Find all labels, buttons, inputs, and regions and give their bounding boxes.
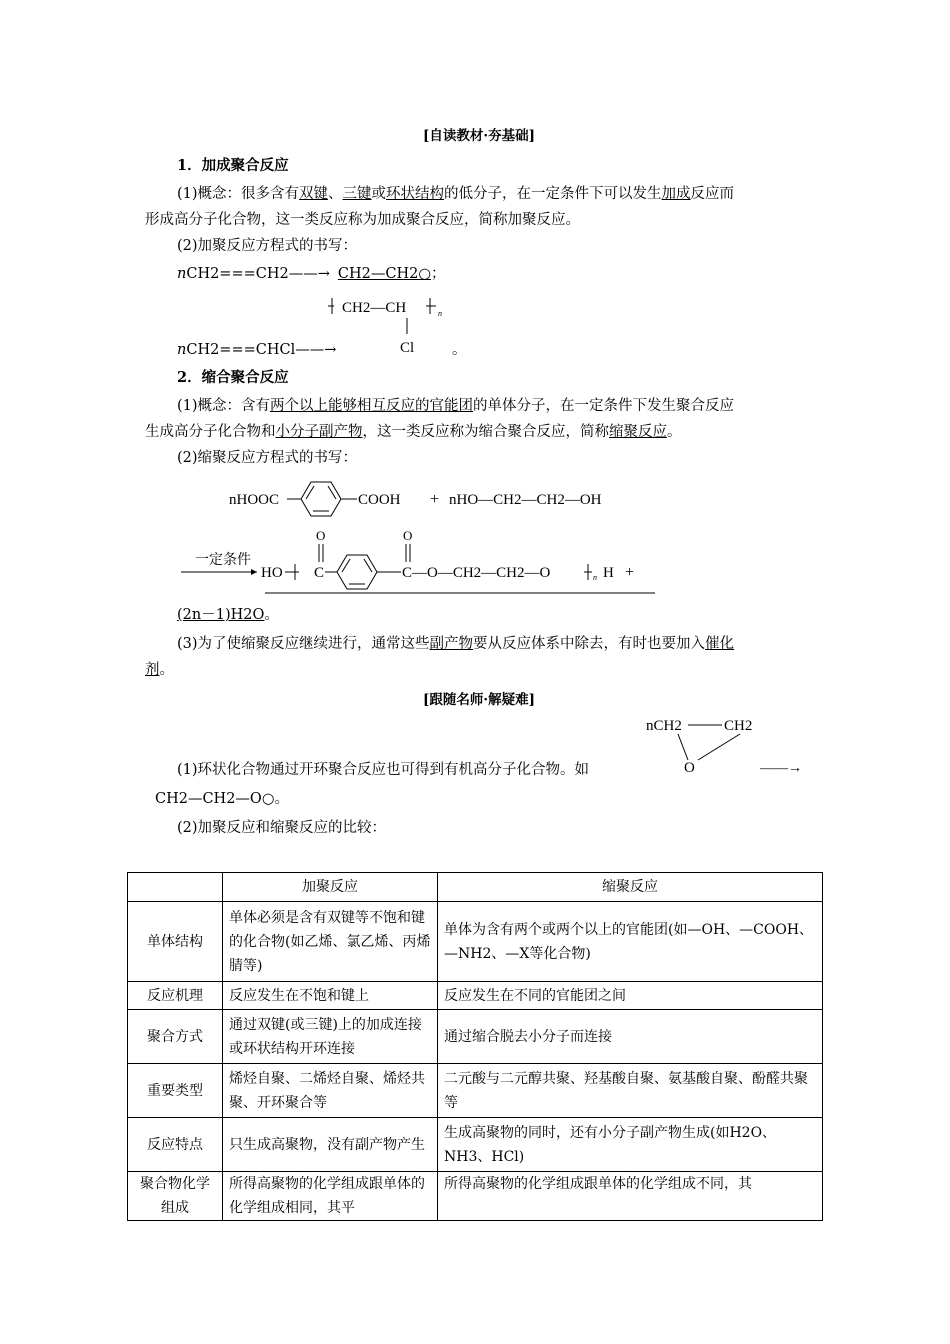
reaction-condition: 一定条件 [195,553,251,568]
polyester-scheme [175,478,665,598]
blank-answer: 三键 [342,186,372,202]
addition-eq-heading: (2)加聚反应方程式的书写： [177,238,358,254]
addition-concept-line1 [177,184,734,204]
condensation-cell: 反应发生在不同的官能团之间 [438,982,823,1010]
concept-text: 的单体分子，在一定条件下发生聚合反应 [473,398,735,414]
monomer-formula: CH2===CH2 [186,266,289,282]
reaction-arrow: ——→ [760,761,802,776]
addition-title: 1．加成聚合反应 [177,157,289,174]
concept-text: 或 [371,186,387,202]
product-carbon-1: C [314,565,325,581]
table-row [128,1172,823,1221]
addition-cell: 所得高聚物的化学组成跟单体的化学组成相同，其平 [223,1172,438,1221]
blank-answer: 剂 [145,662,160,678]
addition-cell: 单体必须是含有双键等不饱和键的化合物(如乙烯、氯乙烯、丙烯腈等) [223,902,438,982]
terephthalic-acid-left: nHOOC [229,492,280,508]
condensation-cell: 生成高聚物的同时，还有小分子副产物生成(如H2O、NH3、HCl) [438,1118,823,1172]
coefficient-n: n [177,342,187,358]
product-ho: HO [261,565,283,581]
condensation-title: 2．缩合聚合反应 [177,369,289,386]
product-ester-chain: C—O—CH2—CH2—O [402,565,551,581]
addition-cell: 通过双键(或三键)上的加成连接或环状结构开环连接 [223,1010,438,1064]
addition-cell: 烯烃自聚、二烯烃自聚、烯烃共聚、开环聚合等 [223,1064,438,1118]
punctuation: 。 [159,662,174,678]
carbonyl-oxygen-2: O [403,528,413,543]
condensation-cell: 所得高聚物的化学组成跟单体的化学组成不同，其 [438,1172,823,1221]
section-header-teacher: [跟随名师·解疑难] [423,692,535,708]
section-header-self-study: [自读教材·夯基础] [423,128,535,144]
terephthalic-acid-right: COOH [358,492,401,508]
blank-answer: 催化 [705,636,735,652]
pvc-equation-end: 。 [452,342,467,358]
row-label: 聚合方式 [128,1010,223,1064]
note-text: 要从反应体系中除去，有时也要加入 [473,636,706,652]
table-header-cell: 缩聚反应 [438,873,823,902]
blank-answer: 小分子副产物 [275,424,363,440]
punctuation: 。 [264,607,279,623]
pvc-subscript-n: n [438,309,442,318]
concept-text: 生成高分子化合物和 [145,424,276,440]
blank-answer: 双键 [299,186,329,202]
blank-answer: 副产物 [429,636,474,652]
carbonyl-oxygen-1: O [316,528,326,543]
row-label: 反应特点 [128,1118,223,1172]
row-label: 聚合物化学组成 [128,1172,223,1221]
comparison-table [127,872,823,1221]
condensation-cell: 单体为含有两个或两个以上的官能团(如—OH、—COOH、—NH2、—X等化合物) [438,902,823,982]
ring-opening-product: CH2—CH2—O○。 [155,791,289,807]
row-label: 反应机理 [128,982,223,1010]
row-label: 重要类型 [128,1064,223,1118]
condensation-cell: 二元酸与二元醇共聚、羟基酸自聚、氨基酸自聚、酚醛共聚等 [438,1064,823,1118]
blank-answer: 环状结构 [386,186,445,202]
addition-cell: 反应发生在不饱和键上 [223,982,438,1010]
table-row [128,982,823,1010]
ring-oxygen: O [684,760,695,776]
row-label: 单体结构 [128,902,223,982]
coefficient-n: n [177,266,187,282]
concept-text: (1)概念：很多含有 [177,186,300,202]
ring-left-carbon: nCH2 [646,718,682,734]
product-subscript-n: n [593,573,597,582]
concept-text: (1)概念：含有 [177,398,271,414]
pvc-structure [320,292,460,356]
addition-cell: 只生成高聚物，没有副产物产生 [223,1118,438,1172]
condensation-cell: 通过缩合脱去小分子而连接 [438,1010,823,1064]
concept-text: 的低分子，在一定条件下可以发生 [444,186,662,202]
condensation-note-line1 [177,634,734,654]
blank-answer: 两个以上能够相互反应的官能团 [270,398,474,414]
note-text: (3)为了使缩聚反应继续进行，通常这些 [177,636,430,652]
water-formula: (2n－1)H2O [177,607,265,623]
polymer-formula: CH2—CH2○ [337,266,431,282]
table-row [128,902,823,982]
table-header-cell [128,873,223,902]
concept-text: 、 [328,186,343,202]
plus-sign: + [625,564,635,581]
pvc-repeat-main: CH2—CH [342,300,407,316]
concept-text: 反应而 [690,186,735,202]
punctuation: 。 [667,424,682,440]
water-byproduct [177,605,279,625]
ring-opening-text: (1)环状化合物通过开环聚合反应也可得到有机高分子化合物。如 [177,762,590,778]
ethylene-glycol: nHO—CH2—CH2—OH [449,492,602,508]
reaction-arrow: ——→ [288,266,330,282]
concept-text: ，这一类反应称为缩合聚合反应，简称 [362,424,609,440]
condensation-eq-heading: (2)缩聚反应方程式的书写： [177,450,358,466]
comparison-heading: (2)加聚反应和缩聚反应的比较： [177,820,387,836]
monomer-formula: CH2===CHCl [186,342,296,358]
addition-concept-line2: 形成高分子化合物，这一类反应称为加成聚合反应，简称加聚反应。 [145,212,580,228]
ring-right-carbon: CH2 [724,718,753,734]
table-row [128,1064,823,1118]
blank-answer: 缩聚反应 [609,424,667,440]
reaction-arrow: ——→ [295,342,337,358]
condensation-concept-line2 [145,422,682,442]
ethylene-equation [177,264,445,284]
table-header-row [128,873,823,902]
table-row [128,1010,823,1064]
pvc-equation [177,340,336,360]
plus-sign: + [430,491,440,508]
table-header-cell: 加聚反应 [223,873,438,902]
product-h: H [603,565,614,581]
pvc-chlorine: Cl [400,340,415,356]
condensation-concept-line1 [177,396,734,416]
condensation-note-line2 [145,660,174,680]
ethylene-oxide-scheme [640,712,810,782]
blank-answer: 加成 [661,186,691,202]
table-row [128,1118,823,1172]
punctuation: ； [430,266,446,282]
